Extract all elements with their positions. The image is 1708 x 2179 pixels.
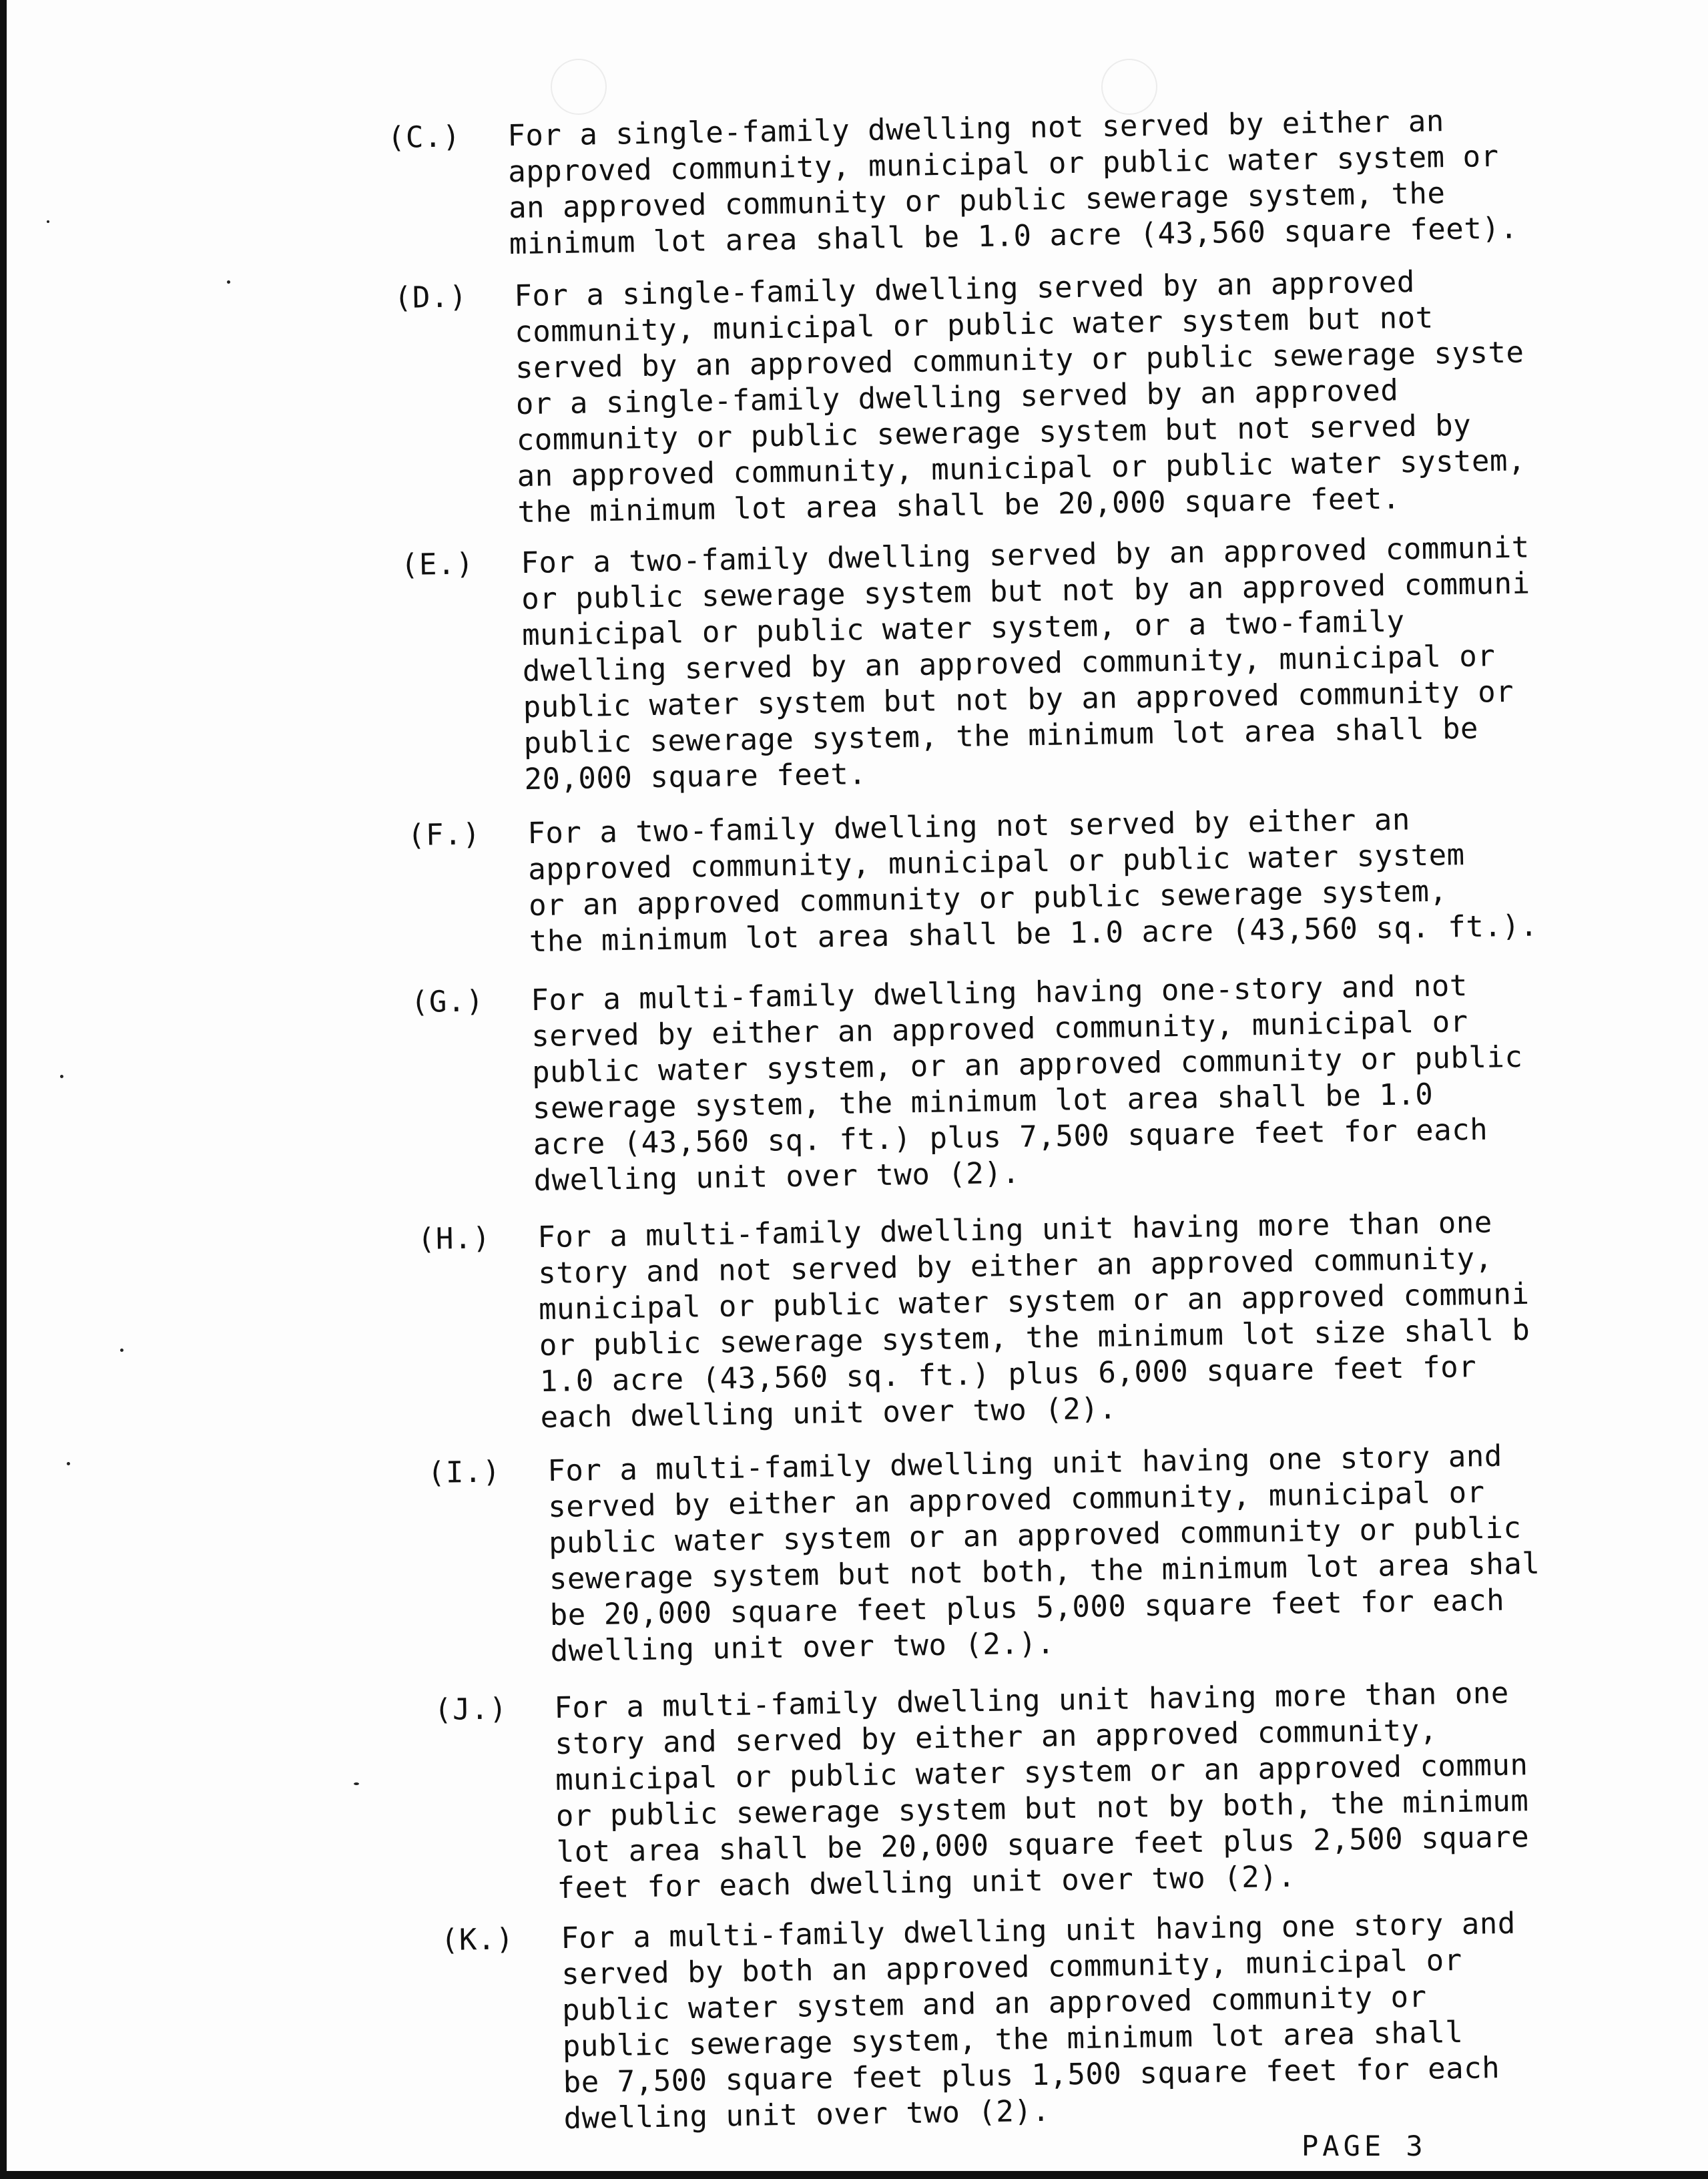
clause-line: or an approved community or public sewerage system, (528, 874, 1448, 923)
scan-speck (354, 1782, 359, 1785)
clause-line: municipal or public water system, or a two-family (521, 604, 1405, 653)
clause-line: public water system but not by an approved community or (523, 674, 1514, 725)
clause-line: be 20,000 square feet plus 5,000 square feet for each (549, 1583, 1505, 1633)
clause-label: (F.) (407, 817, 481, 853)
clause-line: community or public sewerage system but not served by (516, 408, 1472, 458)
clause-text (537, 1204, 1531, 1436)
clause-line: For a multi-family dwelling unit having one story and (547, 1439, 1503, 1489)
clause-line: served by either an approved community, municipal or (531, 1005, 1468, 1054)
clause-e (400, 527, 1669, 797)
clause-line: be 7,500 square feet plus 1,500 square feet for each (563, 2051, 1500, 2100)
clause-line: each dwelling unit over two (2). (540, 1391, 1117, 1435)
clause-line: or public sewerage system, the minimum lot size shall b (539, 1312, 1530, 1363)
clause-k (441, 1903, 1708, 2136)
clause-line: sewerage system but not both, the minimum lot area shal (549, 1546, 1540, 1597)
clause-line: For a multi-family dwelling having one-story and not (530, 969, 1468, 1018)
clause-line: minimum lot area shall be 1.0 acre (43,560 square feet). (509, 211, 1518, 262)
clause-line: or public sewerage system but not by an approved communi (521, 566, 1530, 617)
clause-line: For a multi-family dwelling unit having more than one (553, 1676, 1510, 1726)
clause-line: community, municipal or public water system but not (514, 300, 1434, 350)
clause-line: lot area shall be 20,000 square feet plus 2,500 square (556, 1820, 1530, 1870)
scan-speck (67, 1462, 70, 1465)
punch-hole-left (551, 59, 607, 115)
clause-text (561, 1906, 1518, 2137)
scan-bottom-edge (0, 2171, 1708, 2179)
clause-f (407, 798, 1675, 959)
clause-line: acre (43,560 sq. ft.) plus 7,500 square feet for each (533, 1112, 1488, 1162)
clause-text (554, 1675, 1530, 1907)
clause-line: an approved community, municipal or public water system, (517, 443, 1526, 494)
clause-line: public water system, or an approved community or public (531, 1039, 1523, 1090)
clause-label: (K.) (441, 1922, 515, 1957)
clause-g (410, 965, 1679, 1198)
clause-text (514, 262, 1526, 531)
clause-line: For a multi-family dwelling unit having one story and (560, 1906, 1516, 1956)
clause-line: dwelling unit over two (2). (563, 2094, 1051, 2136)
clause-label: (I.) (427, 1455, 501, 1490)
clause-label: (G.) (410, 984, 485, 1019)
clause-text (547, 1438, 1541, 1670)
clause-text (531, 967, 1524, 1199)
punch-hole-right (1101, 59, 1157, 115)
clause-line: dwelling served by an approved community, municipal or (522, 639, 1496, 689)
clause-line: or a single-family dwelling served by an approved (515, 373, 1399, 422)
scan-left-edge (0, 0, 7, 2179)
clause-line: served by either an approved community, municipal or (547, 1475, 1485, 1525)
clause-label: (E.) (400, 547, 475, 582)
clause-line: For a two-family dwelling served by an approved communit (520, 530, 1530, 581)
clause-text (507, 102, 1518, 262)
clause-j (434, 1672, 1702, 1906)
clause-label: (J.) (434, 1692, 508, 1727)
clause-line: dwelling unit over two (2.). (550, 1626, 1055, 1669)
clause-line: 1.0 acre (43,560 sq. ft.) plus 6,000 square feet for (539, 1350, 1477, 1399)
clause-text (527, 800, 1538, 960)
clause-line: feet for each dwelling unit over two (2). (557, 1859, 1296, 1906)
clause-line: served by an approved community or public sewerage syste (515, 335, 1524, 386)
clause-d (394, 260, 1662, 530)
clause-line: sewerage system, the minimum lot area shall be 1.0 (532, 1077, 1434, 1126)
scan-speck (60, 1075, 63, 1078)
clause-line: dwelling unit over two (2). (533, 1156, 1021, 1198)
clause-line: municipal or public water system or an approved commun (555, 1748, 1528, 1798)
clause-line: For a two-family dwelling not served by either an (527, 802, 1411, 851)
clause-line: For a single-family dwelling served by an approved (513, 264, 1416, 314)
scan-speck (120, 1349, 123, 1352)
clause-line: the minimum lot area shall be 1.0 acre (43,560 sq. ft.). (529, 909, 1538, 959)
clause-line: For a multi-family dwelling unit having more than one (537, 1205, 1493, 1255)
clause-line: 20,000 square feet. (524, 757, 867, 797)
clause-line: public sewerage system, the minimum lot area shall (562, 2015, 1464, 2064)
scan-speck (47, 220, 49, 223)
clause-line: public water system or an approved community or public (548, 1511, 1522, 1561)
scan-speck (227, 280, 230, 284)
clause-line: an approved community or public sewerage system, the (508, 176, 1446, 226)
clause-line: approved community, municipal or public water system or (507, 139, 1499, 190)
clause-line: public sewerage system, the minimum lot area shall be (523, 711, 1479, 761)
clause-line: approved community, municipal or public water system (527, 838, 1465, 887)
page-number: PAGE 3 (1302, 2130, 1427, 2162)
clause-line: For a single-family dwelling not served by either an (507, 104, 1445, 154)
clause-line: served by both an approved community, municipal or (561, 1943, 1462, 1992)
clause-text (521, 529, 1533, 798)
clause-label: (D.) (394, 280, 468, 315)
clause-line: public water system and an approved community or (561, 1979, 1427, 2028)
clause-line: story and not served by either an approved community, (537, 1241, 1493, 1291)
clause-h (417, 1202, 1685, 1435)
clause-label: (H.) (417, 1221, 491, 1256)
clause-line: the minimum lot area shall be 20,000 square feet. (517, 481, 1401, 530)
clause-line: municipal or public water system or an approved communi (538, 1276, 1530, 1327)
clause-line: or public sewerage system but not by both, the minimum (555, 1784, 1529, 1834)
clause-i (427, 1435, 1695, 1669)
clause-label: (C.) (387, 119, 461, 155)
clause-line: story and served by either an approved community, (554, 1713, 1438, 1762)
